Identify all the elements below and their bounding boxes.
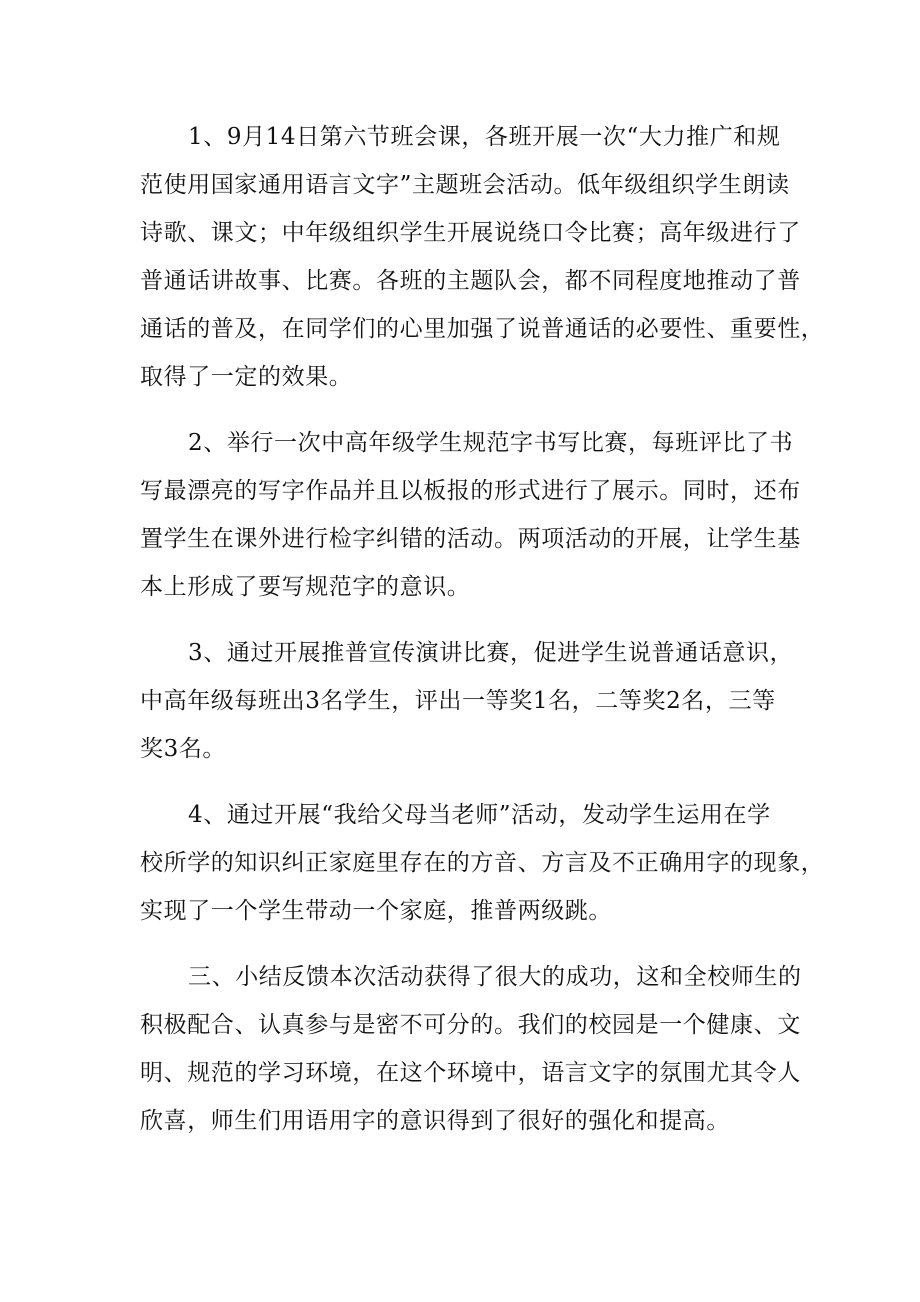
paragraph-line: 4、通过开展“我给父母当老师”活动，发动学生运用在学 xyxy=(188,802,771,828)
paragraph-line: 3、通过开展推普宣传演讲比赛，促进学生说普通话意识， xyxy=(188,640,794,666)
paragraph-line: 诗歌、课文；中年级组织学生开展说绕口令比赛；高年级进行了 xyxy=(140,220,801,246)
paragraph-line: 1、9月14日第六节班会课，各班开展一次“大力推广和规 xyxy=(188,124,781,150)
paragraph-line: 写最漂亮的写字作品并且以板报的形式进行了展示。同时，还布 xyxy=(140,478,801,504)
paragraph-line: 本上形成了要写规范字的意识。 xyxy=(140,574,471,600)
paragraph-line: 奖3名。 xyxy=(140,736,227,762)
paragraph-line: 欣喜，师生们用语用字的意识得到了很好的强化和提高。 xyxy=(140,1108,730,1134)
paragraph-line: 明、规范的学习环境，在这个环境中，语言文字的氛围尤其令人 xyxy=(140,1060,801,1086)
paragraph-line: 积极配合、认真参与是密不可分的。我们的校园是一个健康、文 xyxy=(140,1012,801,1038)
paragraph-line: 置学生在课外进行检字纠错的活动。两项活动的开展，让学生基 xyxy=(140,526,801,552)
paragraph-line: 取得了一定的效果。 xyxy=(140,364,353,390)
paragraph-line: 普通话讲故事、比赛。各班的主题队会，都不同程度地推动了普 xyxy=(140,268,801,294)
paragraph-line: 实现了一个学生带动一个家庭，推普两级跳。 xyxy=(140,898,612,924)
paragraph-line: 三、小结反馈本次活动获得了很大的成功，这和全校师生的 xyxy=(188,964,802,990)
paragraph-line: 通话的普及，在同学们的心里加强了说普通话的必要性、重要性， xyxy=(140,316,825,342)
paragraph-line: 中高年级每班出3名学生，评出一等奖1名，二等奖2名，三等 xyxy=(140,688,776,714)
paragraph-line: 范使用国家通用语言文字”主题班会活动。低年级组织学生朗读 xyxy=(140,172,790,198)
paragraph-line: 校所学的知识纠正家庭里存在的方音、方言及不正确用字的现象， xyxy=(140,850,825,876)
paragraph-line: 2、举行一次中高年级学生规范字书写比赛，每班评比了书 xyxy=(188,430,794,456)
